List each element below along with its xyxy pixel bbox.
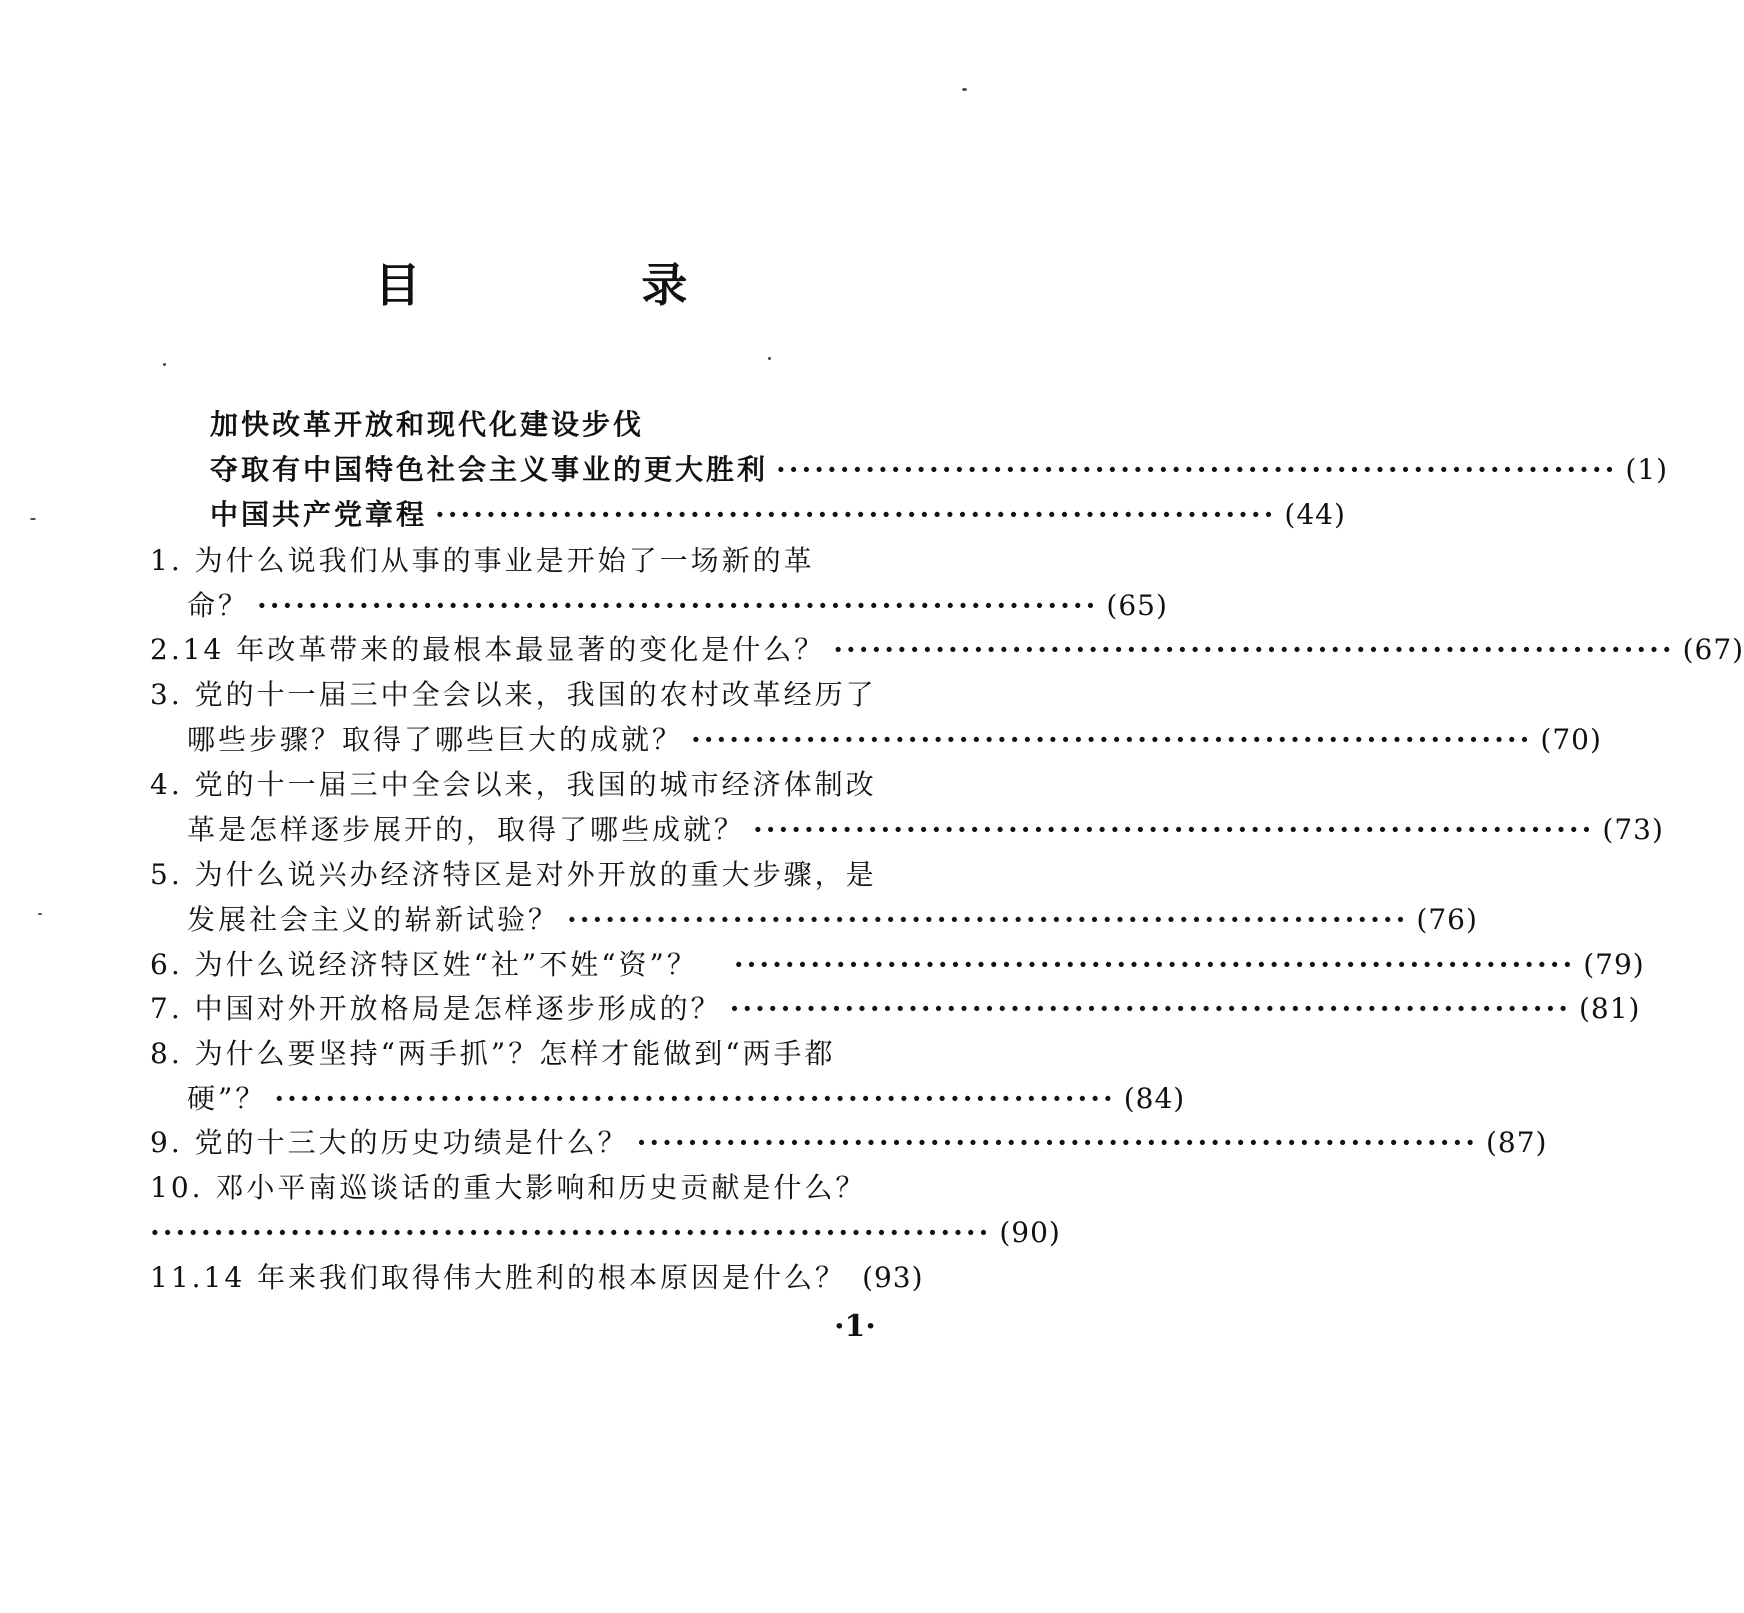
- toc-entry-page: (67): [1682, 633, 1744, 666]
- toc-entry: [150, 853, 877, 897]
- toc-entry: [150, 628, 1744, 672]
- dot-leader: ··································································: [435, 498, 1277, 531]
- scan-speck: [30, 518, 36, 520]
- dot-leader: ··································································: [567, 903, 1409, 936]
- dot-leader: ··································································: [691, 723, 1533, 756]
- scan-speck: [163, 363, 166, 366]
- toc-entry: [187, 584, 1168, 628]
- toc-entry-text: 命？: [187, 589, 250, 622]
- toc-entry-text: 6. 为什么说经济特区姓“社”不姓“资”？: [150, 948, 698, 981]
- dot-leader: ··································································: [729, 992, 1571, 1025]
- toc-entry-page: (90): [999, 1216, 1061, 1249]
- toc-entry-text: 革是怎样逐步展开的，取得了哪些成就？: [187, 813, 746, 846]
- toc-entry: [187, 808, 1664, 852]
- toc-entry: [150, 1211, 1061, 1255]
- toc-entry-text: 7. 中国对外开放格局是怎样逐步形成的？: [150, 992, 722, 1025]
- page-number: ·1·: [834, 1309, 876, 1344]
- dot-leader: ··································································: [776, 453, 1618, 486]
- toc-entry-page: (65): [1106, 589, 1168, 622]
- toc-entry-text: 10. 邓小平南巡谈话的重大影响和历史贡献是什么？: [150, 1171, 867, 1204]
- toc-entry-text: 中国共产党章程: [210, 498, 428, 531]
- toc-entry-page: (81): [1579, 992, 1641, 1025]
- scan-speck: [962, 88, 967, 91]
- toc-entry-page: (87): [1486, 1126, 1548, 1159]
- page-title: 目 录: [374, 258, 775, 312]
- toc-entry: [150, 539, 850, 583]
- toc-entry-text: 4. 党的十一届三中全会以来，我国的城市经济体制改: [150, 768, 877, 801]
- toc-entry: [210, 448, 1669, 492]
- scan-speck: [38, 913, 42, 915]
- toc-entry-text: 8. 为什么要坚持“两手抓”？怎样才能做到“两手都: [150, 1037, 836, 1070]
- toc-entry-text: 硬”？: [187, 1082, 267, 1115]
- toc-entry-page: (1): [1625, 453, 1669, 486]
- toc-entry: [187, 718, 1602, 762]
- dot-leader: ··································································: [753, 813, 1595, 846]
- toc-entry-page: (84): [1123, 1082, 1186, 1115]
- toc-entry-text: 发展社会主义的崭新试验？: [187, 903, 560, 936]
- toc-entry: [150, 987, 1641, 1031]
- dot-leader: ··································································: [833, 633, 1675, 666]
- toc-entry: [187, 898, 1478, 942]
- dot-leader: ··································································: [733, 948, 1576, 981]
- toc-entry: [210, 403, 910, 447]
- dot-leader: ··································································: [636, 1126, 1478, 1159]
- toc-entry: [150, 673, 877, 717]
- toc-entry: [150, 1256, 922, 1300]
- toc-entry-text: 9. 党的十三大的历史功绩是什么？: [150, 1126, 629, 1159]
- toc-entry: [150, 943, 1645, 987]
- dot-leader: ··································································: [274, 1082, 1116, 1115]
- toc-entry-page: (73): [1602, 813, 1664, 846]
- toc-entry: [150, 1166, 870, 1210]
- toc-entry-text: 1. 为什么说我们从事的事业是开始了一场新的革: [150, 544, 815, 577]
- toc-entry-text: 夺取有中国特色社会主义事业的更大胜利: [210, 453, 769, 486]
- toc-entry-page: (93): [862, 1261, 924, 1294]
- toc-entry: [150, 763, 877, 807]
- toc-entry-page: (70): [1540, 723, 1602, 756]
- dot-leader: ··································································: [257, 589, 1099, 622]
- toc-entry: [210, 493, 1346, 537]
- toc-entry: [150, 1032, 850, 1076]
- toc-entry: [187, 1077, 1186, 1121]
- toc-entry-text: 加快改革开放和现代化建设步伐: [210, 408, 645, 441]
- toc-entry-page: (44): [1284, 498, 1346, 531]
- toc-entry-page: (76): [1416, 903, 1478, 936]
- toc-entry-text: 哪些步骤？取得了哪些巨大的成就？: [187, 723, 684, 756]
- toc-entry: [150, 1121, 1548, 1165]
- toc-entry-page: (79): [1583, 948, 1645, 981]
- toc-entry-text: 5. 为什么说兴办经济特区是对外开放的重大步骤，是: [150, 858, 877, 891]
- toc-entry-text: 2.14 年改革带来的最根本最显著的变化是什么？: [150, 633, 826, 666]
- dot-leader: ··································································: [150, 1216, 992, 1249]
- toc-entry-text: 11.14 年来我们取得伟大胜利的根本原因是什么？: [150, 1261, 847, 1294]
- toc-entry-text: 3. 党的十一届三中全会以来，我国的农村改革经历了: [150, 678, 877, 711]
- scan-speck: [768, 357, 771, 360]
